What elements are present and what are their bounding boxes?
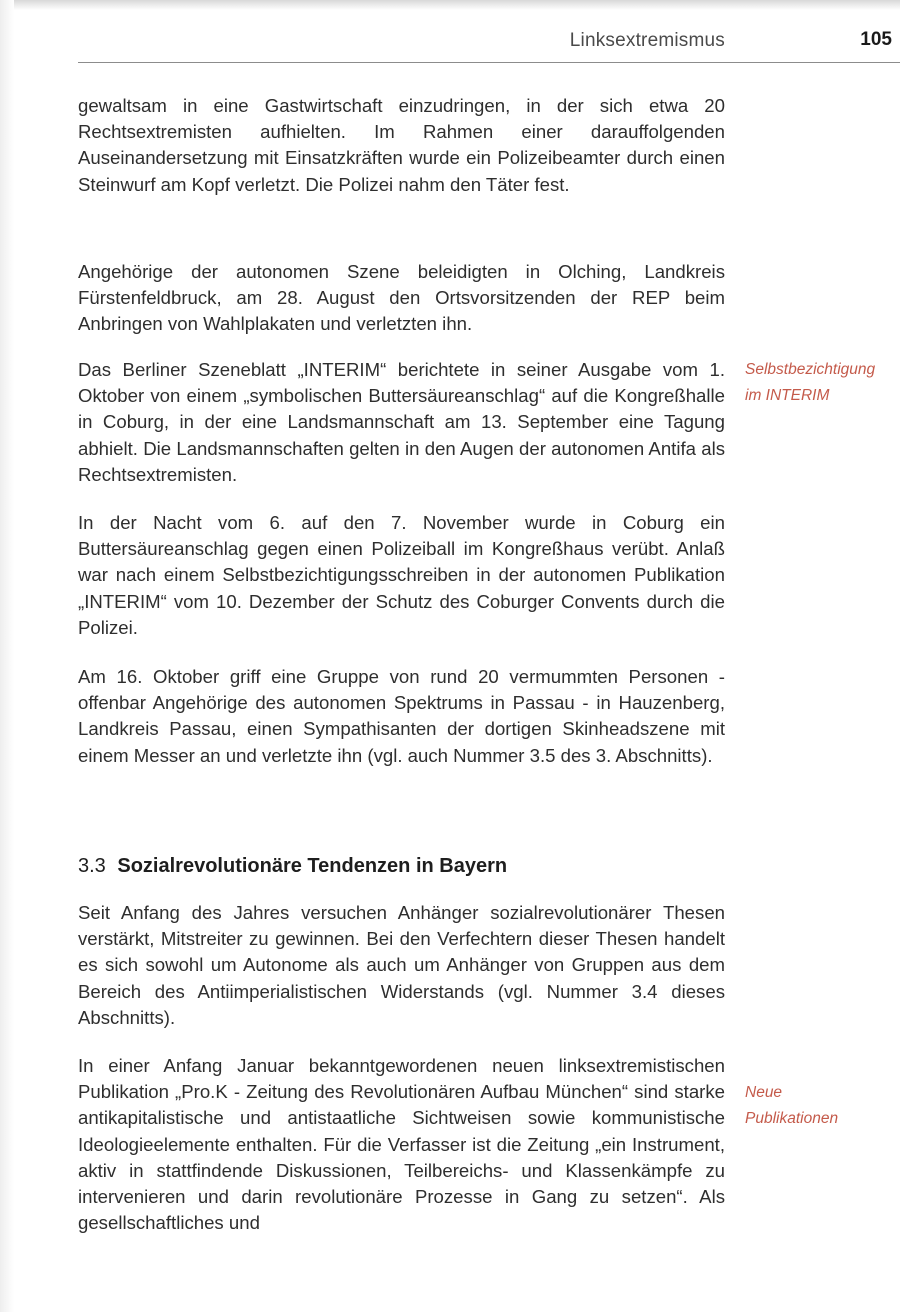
margin-note-line: Selbstbezichtigung <box>745 361 876 378</box>
section-title: Sozialrevolutionäre Tendenzen in Bayern <box>117 855 508 877</box>
paragraph-5: Am 16. Oktober griff eine Gruppe von rund 20 vermummten Personen - offenbar Angehörige des autonomen Spektrums in Passau - in Hauzenberg, Landkreis Passau, einen Sympathisanten der dortigen Skinheadszene mit einem Messer an und verletzte ihn (vgl. auch Nummer 3.5 des 3. Abschnitts). <box>78 666 725 766</box>
header-rule <box>78 62 900 63</box>
margin-note-line: im INTERIM <box>745 387 830 404</box>
margin-note-line: Publikationen <box>745 1110 839 1127</box>
margin-note-line: Neue <box>745 1084 783 1101</box>
paragraph-4: In der Nacht vom 6. auf den 7. November wurde in Coburg ein Buttersäureanschlag gegen einen Polizeiball im Kongreßhaus verübt. Anlaß war nach einem Selbstbezichtigungsschreiben in der autonomen Publikation „INTERIM“ vom 10. Dezember der Schutz des Coburger Convents durch die Polizei. <box>78 512 725 638</box>
section-number: 3.3 <box>78 855 106 877</box>
section-heading <box>78 855 725 878</box>
paragraph-3: Das Berliner Szeneblatt „INTERIM“ berichtete in seiner Ausgabe vom 1. Oktober von einem „symbolischen Buttersäureanschlag“ auf die Kongreßhalle in Coburg, in der eine Landsmannschaft am 13. September eine Tagung abhielt. Die Landsmannschaften gelten in den Augen der autonomen Antifa als Rechtsextremisten. <box>78 359 725 485</box>
page-top-shadow <box>0 0 900 10</box>
paragraph-1: gewaltsam in eine Gastwirtschaft einzudringen, in der sich etwa 20 Rechtsextremisten aufhielten. Im Rahmen einer darauffolgenden Auseinandersetzung mit Einsatzkräften wurde ein Polizeibeamter durch einen Steinwurf am Kopf verletzt. Die Polizei nahm den Täter fest. <box>78 95 725 195</box>
paragraph-6: Seit Anfang des Jahres versuchen Anhänger sozialrevolutionärer Thesen verstärkt, Mitstreiter zu gewinnen. Bei den Verfechtern dieser Thesen handelt es sich sowohl um Autonome als auch um Anhänger von Gruppen aus dem Bereich des Antiimperialistischen Widerstands (vgl. Nummer 3.4 dieses Abschnitts). <box>78 902 725 1028</box>
margin-note-selbstbezichtigung <box>745 357 900 409</box>
page-number: 105 <box>860 29 892 50</box>
paragraph-2: Angehörige der autonomen Szene beleidigten in Olching, Landkreis Fürstenfeldbruck, am 28. August den Ortsvorsitzenden der REP beim Anbringen von Wahlplakaten und verletzten ihn. <box>78 261 725 335</box>
running-header-title: Linksextremismus <box>569 30 725 51</box>
paragraph-7: In einer Anfang Januar bekanntgewordenen neuen linksextremistischen Publikation „Pro.K - Zeitung des Revolutionären Aufbau München“ sind starke antikapitalistische und antistaatliche Sichtweisen sowie kommunistische Ideologieelemente enthalten. Für die Verfasser ist die Zeitung „ein Instrument, aktiv in stattfindende Diskussionen, Teilbereichs- und Klassenkämpfe zu intervenieren und darin revolutionäre Prozesse in Gang zu setzen“. Als gesellschaftliches und <box>78 1055 725 1234</box>
page-left-shadow <box>0 0 14 1312</box>
margin-note-neue-publikationen <box>745 1080 900 1132</box>
